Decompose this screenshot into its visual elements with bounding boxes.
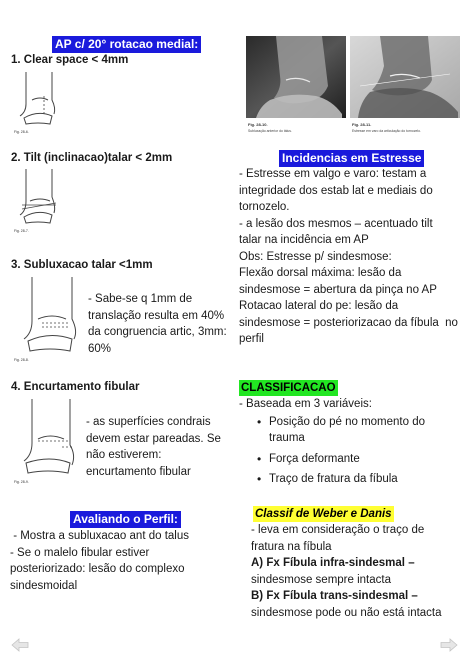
- estresse-text: [239, 166, 458, 348]
- item3-heading: 3. Subluxacao talar <1mm: [11, 259, 153, 271]
- perfil-line4: sindesmoidal: [10, 579, 78, 592]
- perfil-text: [10, 528, 189, 594]
- estresse-line5: talar na incidência em AP: [239, 234, 369, 246]
- xray-left-sub: Subluxação anterior do tálus.: [248, 129, 292, 133]
- class-list: [253, 414, 453, 487]
- ankle-figure-1: [12, 70, 60, 136]
- item3-line2: translação resulta em 40%: [88, 309, 225, 322]
- class-item-traco: [253, 471, 453, 487]
- fig1-caption: Fig. 28-6.: [14, 130, 29, 134]
- weber-line2: fratura na fíbula: [251, 540, 332, 553]
- class-item-posicao: [253, 414, 453, 446]
- fig3-caption: Fig. 28-8.: [14, 358, 29, 362]
- perfil-line1: - Mostra a subluxacao ant do talus: [10, 530, 189, 542]
- item4-text: [86, 414, 221, 480]
- item3-line3: da congruencia artic, 3mm:: [88, 326, 227, 338]
- estresse-line6: Obs: Estresse p/ sindesmose:: [239, 250, 392, 263]
- item3-line4: 60%: [88, 342, 112, 355]
- weber-heading: Classif de Weber e Danis: [255, 508, 392, 520]
- class-item-forca-text: Força deformante: [269, 453, 360, 465]
- estresse-line1: - Estresse em valgo e varo: testam a: [239, 168, 427, 180]
- class-intro: - Baseada em 3 variáveis:: [239, 398, 372, 410]
- fig4-caption: Fig. 28-9.: [14, 480, 29, 484]
- arrow-left-icon[interactable]: [11, 638, 29, 652]
- estresse-heading: Incidencias em Estresse: [279, 150, 424, 167]
- estresse-line4: - a lesão dos mesmos – acentuado tilt: [239, 217, 433, 230]
- weber-a-text: sindesmose sempre intacta: [251, 573, 391, 586]
- item4-line2: devem estar pareadas. Se: [86, 432, 221, 445]
- ankle-figure-4: [12, 397, 82, 487]
- ankle-figure-2: [12, 167, 60, 235]
- estresse-line9: Rotacao lateral do pe: lesão da: [239, 300, 399, 312]
- ankle-figure-3: [12, 275, 84, 365]
- estresse-line7: Flexão dorsal máxima: lesão da: [239, 267, 402, 279]
- xray-right-sub: Estresse em varo da articulação do tornozelo.: [352, 129, 421, 133]
- estresse-line11: perfil: [239, 333, 264, 345]
- estresse-line10: sindesmose = posteriorizacao da fíbula no: [239, 316, 458, 329]
- arrow-right-icon[interactable]: [440, 638, 458, 652]
- weber-line1: - leva em consideração o traço de: [251, 524, 425, 536]
- ap-heading: AP c/ 20° rotacao medial:: [52, 36, 201, 53]
- weber-a-bold: A) Fx Fíbula infra-sindesmal –: [251, 557, 415, 569]
- fig2-caption: Fig. 28-7.: [14, 229, 29, 233]
- item3-line1: - Sabe-se q 1mm de: [88, 293, 193, 305]
- classificacao-heading: CLASSIFICACAO: [241, 382, 336, 394]
- xray-image-left: [246, 36, 346, 136]
- item4-line3: não estiverem:: [86, 449, 162, 461]
- class-item-posicao-l1: Posição do pé no momento do: [269, 416, 425, 428]
- estresse-line2: integridade dos estab lat e mediais do: [239, 184, 433, 197]
- item3-text: [88, 291, 227, 357]
- perfil-line2: - Se o malelo fibular estiver: [10, 546, 150, 559]
- weber-text: [251, 522, 442, 621]
- class-item-posicao-l2: trauma: [269, 432, 305, 444]
- weber-b-bold: B) Fx Fíbula trans-sindesmal –: [251, 590, 418, 602]
- item4-heading: 4. Encurtamento fibular: [11, 381, 140, 393]
- xray-right-caption: Fig. 28-11.: [352, 122, 372, 127]
- estresse-line8: sindesmose = abertura da pinça no AP: [239, 283, 437, 296]
- item4-line4: encurtamento fibular: [86, 465, 191, 478]
- item2-heading: 2. Tilt (inclinacao)talar < 2mm: [11, 152, 173, 164]
- estresse-line3: tornozelo.: [239, 201, 290, 213]
- class-item-traco-text: Traço de fratura da fíbula: [269, 473, 398, 485]
- weber-b-text: sindesmose pode ou não está intacta: [251, 606, 442, 619]
- item1-heading: 1. Clear space < 4mm: [11, 54, 129, 66]
- perfil-line3: posteriorizado: lesão do complexo: [10, 563, 185, 575]
- item4-line1: - as superfícies condrais: [86, 416, 211, 428]
- perfil-heading: Avaliando o Perfil:: [70, 511, 181, 528]
- xray-left-caption: Fig. 28-10.: [248, 122, 268, 127]
- xray-image-right: [350, 36, 460, 136]
- class-item-forca: [253, 451, 453, 467]
